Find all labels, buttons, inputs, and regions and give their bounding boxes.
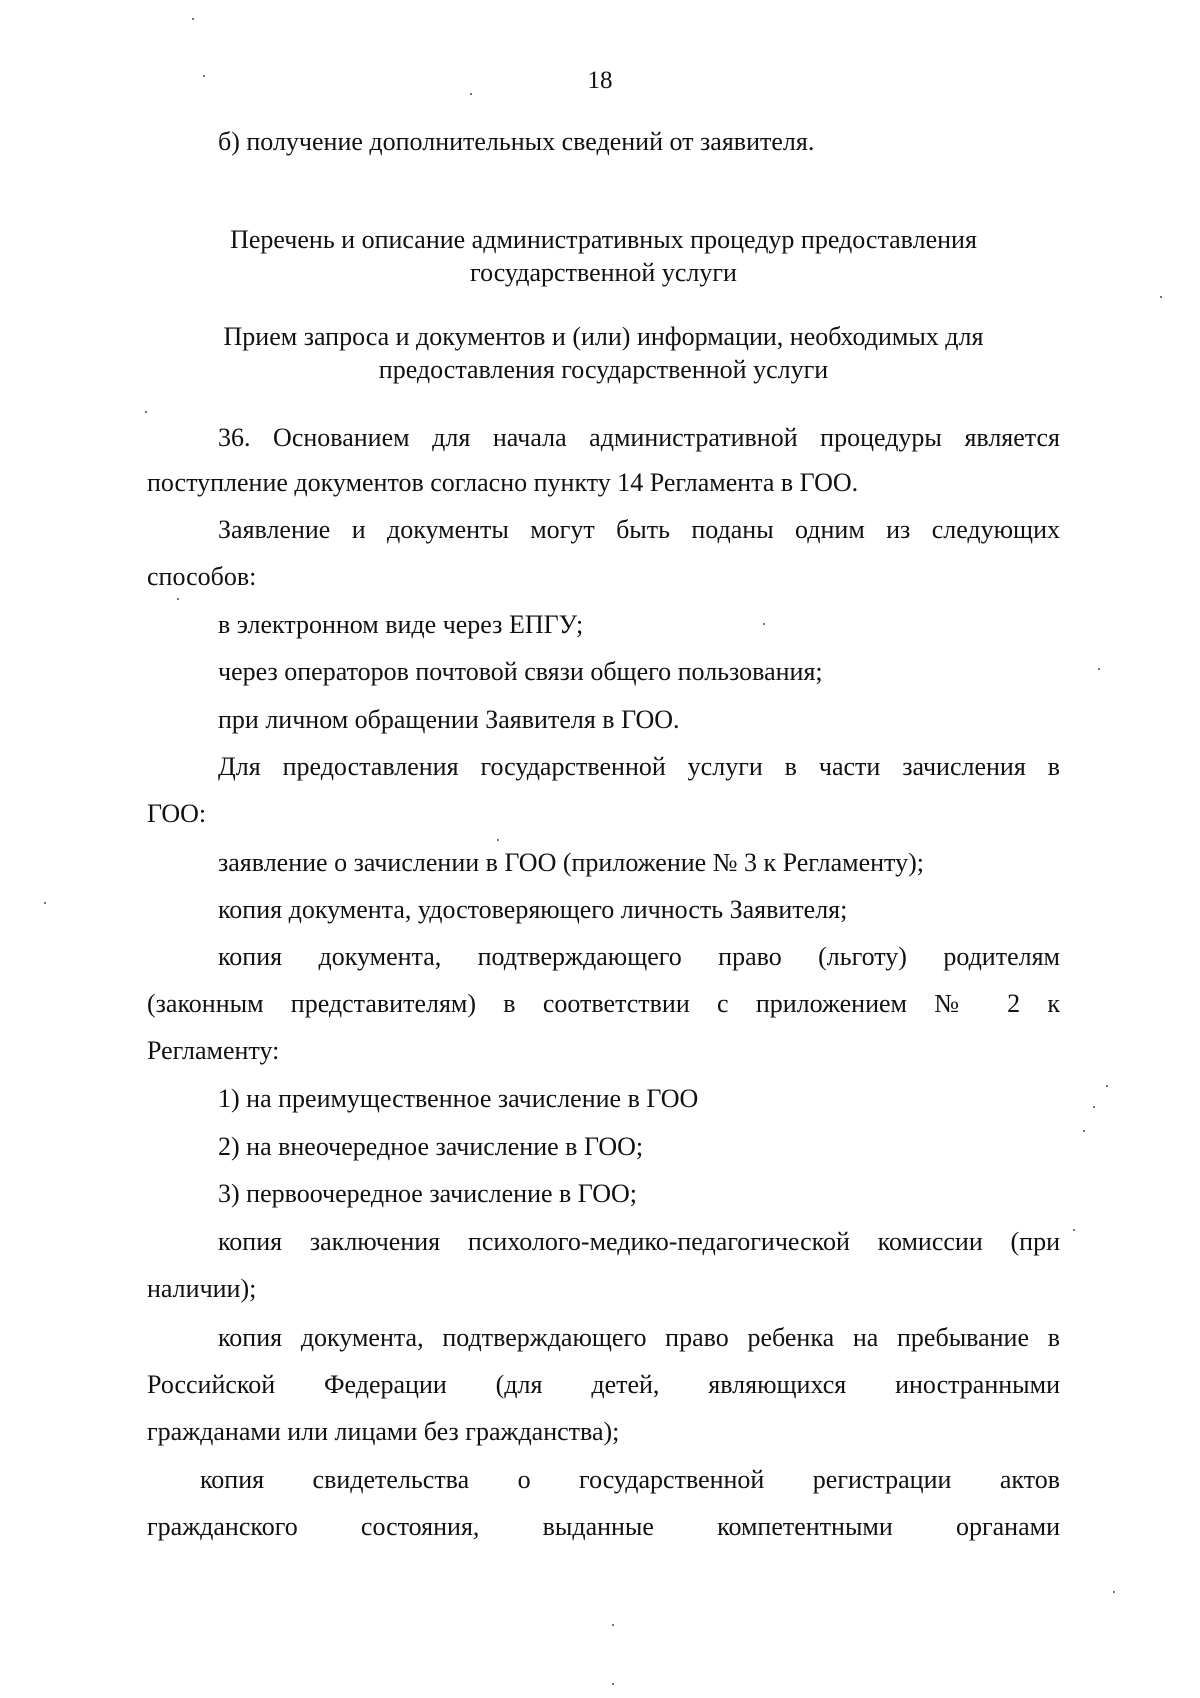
list-item: при личном обращении Заявителя в ГОО. — [218, 705, 680, 734]
text-line: поступление документов согласно пункту 14 Регламента в ГОО. — [147, 468, 859, 497]
scan-speck — [470, 93, 472, 95]
text-line: 36. Основанием для начала административной процедуры является — [218, 423, 1060, 452]
text-line: Заявление и документы могут быть поданы одним из следующих — [218, 515, 1060, 544]
scan-speck — [612, 1624, 614, 1626]
scan-speck — [1106, 1085, 1108, 1087]
list-item: в электронном виде через ЕПГУ; — [218, 610, 584, 639]
scan-speck — [44, 902, 46, 904]
list-item: 3) первоочередное зачисление в ГОО; — [218, 1179, 637, 1208]
scan-speck — [1098, 668, 1100, 670]
text-line: б) получение дополнительных сведений от заявителя. — [218, 127, 815, 156]
text-line: Для предоставления государственной услуги в части зачисления в — [218, 752, 1060, 781]
section-heading: государственной услуги — [470, 258, 737, 287]
scan-speck — [763, 623, 765, 625]
scan-speck — [192, 18, 194, 20]
list-item: копия заключения психолого-медико-педагогической комиссии (при — [218, 1227, 1060, 1256]
scan-speck — [612, 1683, 614, 1685]
subsection-heading: предоставления государственной услуги — [378, 355, 829, 384]
scan-speck — [177, 598, 179, 600]
list-item: копия документа, подтверждающего право ребенка на пребывание в — [218, 1323, 1060, 1352]
scan-speck — [1113, 1591, 1115, 1593]
scan-speck — [497, 839, 499, 841]
text-line: ГОО: — [147, 799, 207, 828]
scan-speck — [145, 411, 147, 413]
text-line: Регламенту: — [147, 1036, 280, 1065]
list-item: копия документа, удостоверяющего личность Заявителя; — [218, 895, 848, 924]
scan-speck — [1093, 1106, 1095, 1108]
list-item: 2) на внеочередное зачисление в ГОО; — [218, 1132, 644, 1161]
scan-speck — [1083, 1130, 1085, 1132]
text-line: наличии); — [147, 1274, 257, 1303]
list-item: копия документа, подтверждающего право (льготу) родителям — [218, 942, 1060, 971]
page-number: 18 — [587, 67, 613, 94]
text-line: (законным представителям) в соответствии с приложением № 2 к — [147, 989, 1060, 1018]
list-item: копия свидетельства о государственной регистрации актов — [200, 1465, 1060, 1494]
text-line: способов: — [147, 562, 257, 591]
list-item: 1) на преимущественное зачисление в ГОО — [218, 1084, 699, 1113]
scan-speck — [1073, 1229, 1075, 1231]
text-line: гражданского состояния, выданные компетентными органами — [147, 1512, 1060, 1541]
text-line: гражданами или лицами без гражданства); — [147, 1417, 620, 1446]
section-heading: Перечень и описание административных процедур предоставления — [230, 225, 977, 254]
list-item: через операторов почтовой связи общего пользования; — [218, 657, 823, 686]
list-item: заявление о зачислении в ГОО (приложение № 3 к Регламенту); — [218, 848, 924, 877]
subsection-heading: Прием запроса и документов и (или) информации, необходимых для — [223, 322, 984, 351]
scan-speck — [1160, 296, 1162, 298]
text-line: Российской Федерации (для детей, являющихся иностранными — [147, 1370, 1060, 1399]
scan-speck — [203, 75, 205, 77]
